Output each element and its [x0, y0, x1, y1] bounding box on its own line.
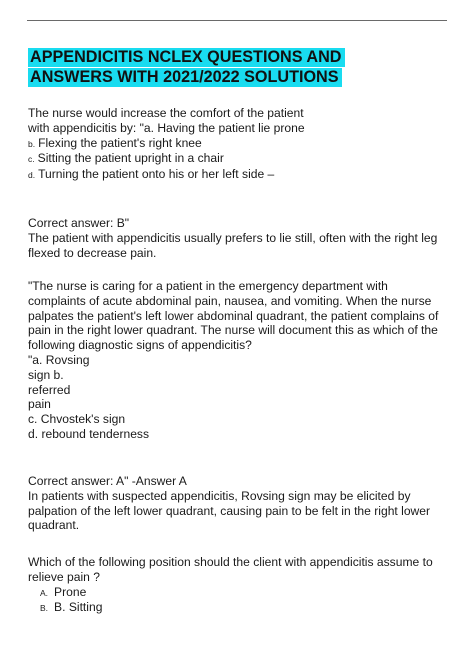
q1-rationale-line: flexed to decrease pain.	[28, 245, 157, 260]
q3-option-text: Prone	[54, 584, 87, 599]
q3-option-label: B.	[40, 603, 49, 614]
q2-stem-line: "The nurse is caring for a patient in the emergency department with	[28, 279, 388, 293]
q3-option-label: A.	[40, 587, 49, 598]
question-2-answer	[28, 474, 464, 533]
top-rule	[27, 20, 447, 21]
q3-option-a	[28, 585, 464, 601]
q1-option-b	[28, 136, 464, 152]
q2-rationale-line: In patients with suspected appendicitis, Rovsing sign may be elicited by	[28, 488, 411, 503]
q2-correct-answer: Correct answer: A" -Answer A	[28, 474, 187, 488]
question-1-stem	[28, 106, 464, 183]
question-2-stem	[28, 279, 464, 442]
q2-option-line: d. rebound tenderness	[28, 426, 150, 441]
q1-stem-line: The nurse would increase the comfort of the patient	[28, 106, 304, 120]
q2-option-line: sign b.	[28, 367, 64, 382]
q1-option-label: b.	[28, 138, 36, 149]
q3-stem-line: relieve pain ?	[28, 569, 100, 584]
q3-stem-line: Which of the following position should the client with appendicitis assume to	[28, 555, 433, 569]
q2-rationale-line: quadrant.	[28, 518, 80, 533]
q2-option-line: referred	[28, 382, 71, 397]
question-3	[28, 555, 464, 616]
q1-option-c	[28, 151, 464, 167]
q2-option-line: pain	[28, 397, 51, 412]
q1-correct-answer: Correct answer: B"	[28, 216, 130, 230]
q1-option-label: c.	[28, 154, 35, 165]
q1-stem-line: with appendicitis by: "a. Having the patient lie prone	[28, 120, 305, 135]
q2-option-line: c. Chvostek's sign	[28, 412, 126, 427]
q1-option-d	[28, 167, 464, 183]
q1-option-text: Sitting the patient upright in a chair	[37, 151, 224, 166]
q1-option-label: d.	[28, 170, 36, 181]
document-title	[28, 48, 345, 87]
q2-stem-line: pain in the right lower quadrant. The nurse will document this as which of the	[28, 323, 438, 338]
q1-option-text: Flexing the patient's right knee	[38, 135, 202, 150]
q2-rationale-line: palpation of the left lower quadrant, causing pain to be felt in the right lower	[28, 503, 431, 518]
q3-option-b	[28, 600, 464, 616]
q2-stem-line: complaints of acute abdominal pain, nausea, and vomiting. When the nurse	[28, 293, 432, 308]
question-1-answer	[28, 216, 464, 260]
q2-stem-line: palpates the patient's left lower abdominal quadrant, the patient complains of	[28, 308, 439, 323]
title-line-2: ANSWERS WITH 2021/2022 SOLUTIONS	[28, 68, 342, 87]
q2-option-line: "a. Rovsing	[28, 352, 90, 367]
title-line-1: APPENDICITIS NCLEX QUESTIONS AND	[28, 48, 345, 67]
q1-option-text: Turning the patient onto his or her left side –	[38, 167, 275, 182]
q1-rationale-line: The patient with appendicitis usually prefers to lie still, often with the right leg	[28, 230, 438, 245]
q3-option-text: B. Sitting	[54, 600, 103, 615]
q2-stem-line: following diagnostic signs of appendicitis?	[28, 338, 252, 353]
